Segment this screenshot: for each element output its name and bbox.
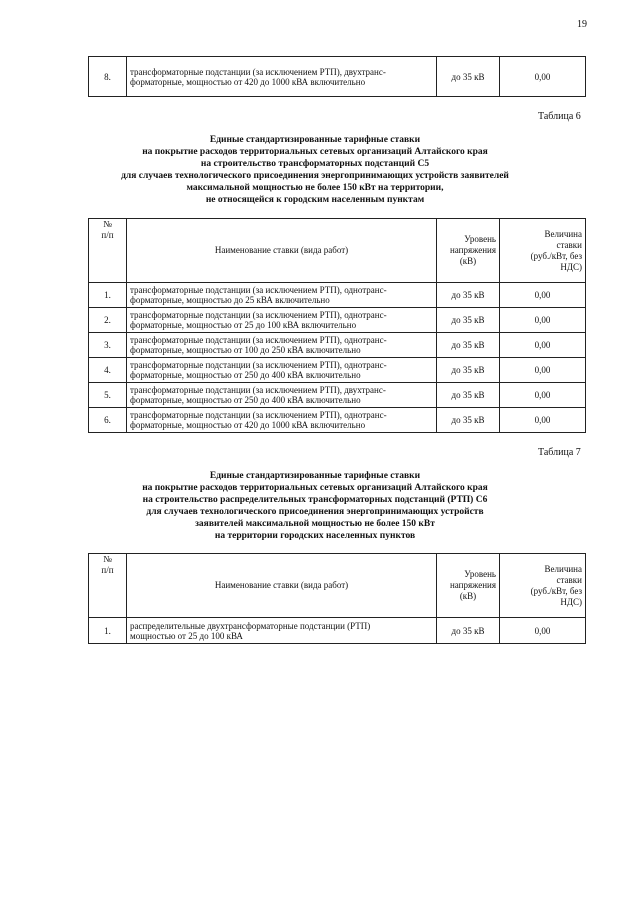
row-voltage: до 35 кВ [437,383,500,408]
row-name-line: форматорные, мощностью от 250 до 400 кВА включительно [130,370,361,380]
header-line: напряжения [449,580,496,590]
table6 [88,218,586,433]
row-name-line: форматорные, мощностью от 250 до 400 кВА включительно [130,395,361,405]
row-name-line: форматорные, мощностью от 25 до 100 кВА включительно [130,320,357,330]
row-value: 0,00 [500,308,586,333]
header-line: (руб./кВт, без [530,250,582,261]
row-value: 0,00 [500,57,586,97]
header-line: Величина [544,228,582,239]
row-voltage: до 35 кВ [437,358,500,383]
table-row [89,618,586,644]
header-line: (кВ) [459,256,477,266]
row-voltage: до 35 кВ [437,57,500,97]
table-header-row [89,554,586,618]
row-name-line: трансформаторные подстанции (за исключением РТП), однотранс- [130,410,387,420]
row-voltage: до 35 кВ [437,283,500,308]
row-number: 2. [89,308,127,333]
top-table [88,56,586,97]
title-line: на строительство распределительных трансформаторных подстанций (РТП) С6 [142,495,488,505]
row-name-line: трансформаторные подстанции (за исключением РТП), двухтранс- [130,385,386,395]
row-name [127,333,437,358]
title-line: Единые стандартизированные тарифные ставки [209,135,421,145]
page-number: 19 [577,19,587,30]
header-line: п/п [101,565,114,575]
row-name-line: мощностью от 25 до 100 кВА [130,630,243,641]
row-voltage: до 35 кВ [437,308,500,333]
row-number: 1. [89,283,127,308]
row-voltage: до 35 кВ [437,618,500,644]
header-value [500,554,586,618]
row-name-line: трансформаторные подстанции (за исключением РТП), однотранс- [130,360,387,370]
row-value: 0,00 [500,618,586,644]
row-number: 3. [89,333,127,358]
row-name-line: трансформаторные подстанции (за исключением РТП), однотранс- [130,285,387,295]
header-line: (руб./кВт, без [530,585,582,596]
header-line: № [103,554,112,564]
table-row [89,283,586,308]
header-line: Величина [544,563,582,574]
row-number: 1. [89,618,127,644]
title-line: максимальной мощностью не более 150 кВт на территории, [186,183,444,193]
header-line: ставки [556,574,582,585]
row-number: 8. [89,57,127,97]
row-name-line: трансформаторные подстанции (за исключением РТП), однотранс- [130,310,387,320]
header-name: Наименование ставки (вида работ) [127,554,437,618]
table7 [88,553,586,644]
row-value: 0,00 [500,283,586,308]
title-line: на территории городских населенных пунктов [214,531,416,541]
row-value: 0,00 [500,333,586,358]
header-line: Уровень [464,234,496,244]
header-line: Уровень [464,569,496,579]
row-name-line: форматорные, мощностью от 420 до 1000 кВА включительно [130,76,366,87]
header-num [89,219,127,283]
title-line: на строительство трансформаторных подстанций С5 [200,159,430,169]
row-voltage: до 35 кВ [437,408,500,433]
row-value: 0,00 [500,383,586,408]
header-line: НДС) [560,596,582,607]
table7-label: Таблица 7 [538,447,581,458]
row-name [127,57,437,97]
title-line: на покрытие расходов территориальных сетевых организаций Алтайского края [142,147,488,157]
table7-title [100,470,530,542]
row-name-line: распределительные двухтрансформаторные подстанции (РТП) [130,620,371,631]
row-name [127,383,437,408]
header-voltage [437,219,500,283]
header-voltage [437,554,500,618]
row-name [127,308,437,333]
title-line: не относящейся к городским населенным пунктам [205,195,425,205]
row-name-line: трансформаторные подстанции (за исключением РТП), однотранс- [130,335,387,345]
row-name [127,283,437,308]
table6-label: Таблица 6 [538,111,581,122]
title-line: Единые стандартизированные тарифные ставки [209,471,421,481]
row-name-line: форматорные, мощностью до 25 кВА включительно [130,295,330,305]
header-line: (кВ) [459,591,477,601]
header-line: № [103,219,112,229]
row-name [127,618,437,644]
row-voltage: до 35 кВ [437,333,500,358]
table-row [89,308,586,333]
header-num [89,554,127,618]
header-value [500,219,586,283]
table-row [89,408,586,433]
header-line: напряжения [449,245,496,255]
table-header-row [89,219,586,283]
row-number: 6. [89,408,127,433]
table-row [89,333,586,358]
row-number: 4. [89,358,127,383]
title-line: для случаев технологического присоединения энергопринимающих устройств заявителей [121,171,509,181]
row-name-line: форматорные, мощностью от 420 до 1000 кВА включительно [130,420,366,430]
header-name: Наименование ставки (вида работ) [127,219,437,283]
row-name-line: трансформаторные подстанции (за исключением РТП), двухтранс- [130,66,386,77]
table6-title [100,134,530,206]
title-line: на покрытие расходов территориальных сетевых организаций Алтайского края [142,483,488,493]
header-line: НДС) [560,261,582,272]
table-row [89,358,586,383]
title-line: заявителей максимальной мощностью не более 150 кВт [195,519,435,529]
row-value: 0,00 [500,408,586,433]
row-value: 0,00 [500,358,586,383]
title-line: для случаев технологического присоединения энергопринимающих устройств [146,507,484,517]
header-line: ставки [556,239,582,250]
row-name [127,408,437,433]
row-number: 5. [89,383,127,408]
table-row [89,383,586,408]
row-name [127,358,437,383]
row-name-line: форматорные, мощностью от 100 до 250 кВА включительно [130,345,361,355]
table-row [89,57,586,97]
header-line: п/п [101,230,114,240]
